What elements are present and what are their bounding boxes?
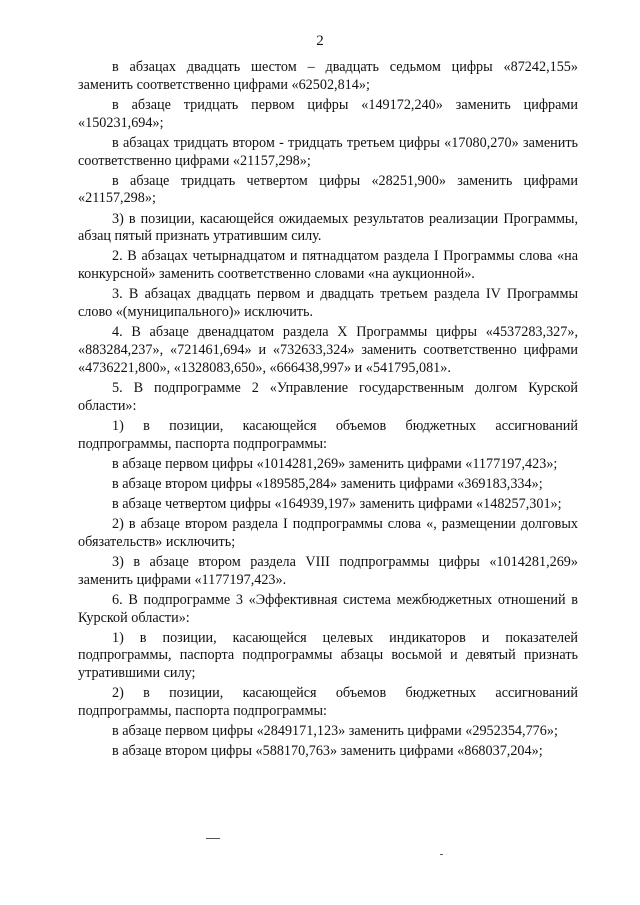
paragraph: 2. В абзацах четырнадцатом и пятнадцатом раздела I Программы слова «на конкурсной» заменить соответственно словами «на аукционной». <box>78 248 578 283</box>
paragraph: в абзаце четвертом цифры «164939,197» заменить цифрами «148257,301»; <box>112 495 562 512</box>
paragraph: 3. В абзацах двадцать первом и двадцать третьем раздела IV Программы слово «(муниципального)» исключить. <box>78 286 578 321</box>
paragraph: 3) в абзаце втором раздела VIII подпрограммы цифры «1014281,269» заменить цифрами «1177197,423». <box>78 553 578 588</box>
paragraph: в абзаце первом цифры «1014281,269» заменить цифрами «1177197,423»; <box>112 455 558 472</box>
paragraph: в абзаце втором цифры «588170,763» заменить цифрами «868037,204»; <box>112 743 543 760</box>
paragraph: 3) в позиции, касающейся ожидаемых результатов реализации Программы, абзац пятый признать утратившим силу. <box>78 210 578 245</box>
paragraph: 2) в позиции, касающейся объемов бюджетных ассигнований подпрограммы, паспорта подпрограммы: <box>78 685 578 720</box>
paragraph: 4. В абзаце двенадцатом раздела X Программы цифры «4537283,327», «883284,237», «721461,694» и «732633,324» заменить соответственно цифрами «4736221,800», «1328083,650», «666438,997» и «541795,081». <box>78 324 578 376</box>
page-number: 2 <box>316 33 324 49</box>
paragraph: 5. В подпрограмме 2 «Управление государственным долгом Курской области»: <box>78 379 578 414</box>
document-body <box>78 59 578 763</box>
paragraph: в абзацах тридцать втором - тридцать третьем цифры «17080,270» заменить соответственно цифрами «21157,298»; <box>78 134 578 169</box>
scan-speck <box>206 838 220 839</box>
paragraph: в абзаце втором цифры «189585,284» заменить цифрами «369183,334»; <box>112 475 543 492</box>
paragraph: 6. В подпрограмме 3 «Эффективная система межбюджетных отношений в Курской области»: <box>78 591 578 626</box>
paragraph: в абзацах двадцать шестом – двадцать седьмом цифры «87242,155» заменить соответственно цифрами «62502,814»; <box>78 59 578 93</box>
paragraph: 1) в позиции, касающейся целевых индикаторов и показателей подпрограммы, паспорта подпрограммы абзацы восьмой и девятый признать утратившими силу; <box>78 629 578 682</box>
paragraph: в абзаце тридцать четвертом цифры «28251,900» заменить цифрами «21157,298»; <box>78 172 578 207</box>
paragraph: 1) в позиции, касающейся объемов бюджетных ассигнований подпрограммы, паспорта подпрограммы: <box>78 417 578 452</box>
paragraph: 2) в абзаце втором раздела I подпрограммы слова «, размещении долговых обязательств» исключить; <box>78 515 578 550</box>
paragraph: в абзаце первом цифры «2849171,123» заменить цифрами «2952354,776»; <box>112 723 558 740</box>
paragraph: в абзаце тридцать первом цифры «149172,240» заменить цифрами «150231,694»; <box>78 96 578 131</box>
scan-speck <box>440 854 443 855</box>
